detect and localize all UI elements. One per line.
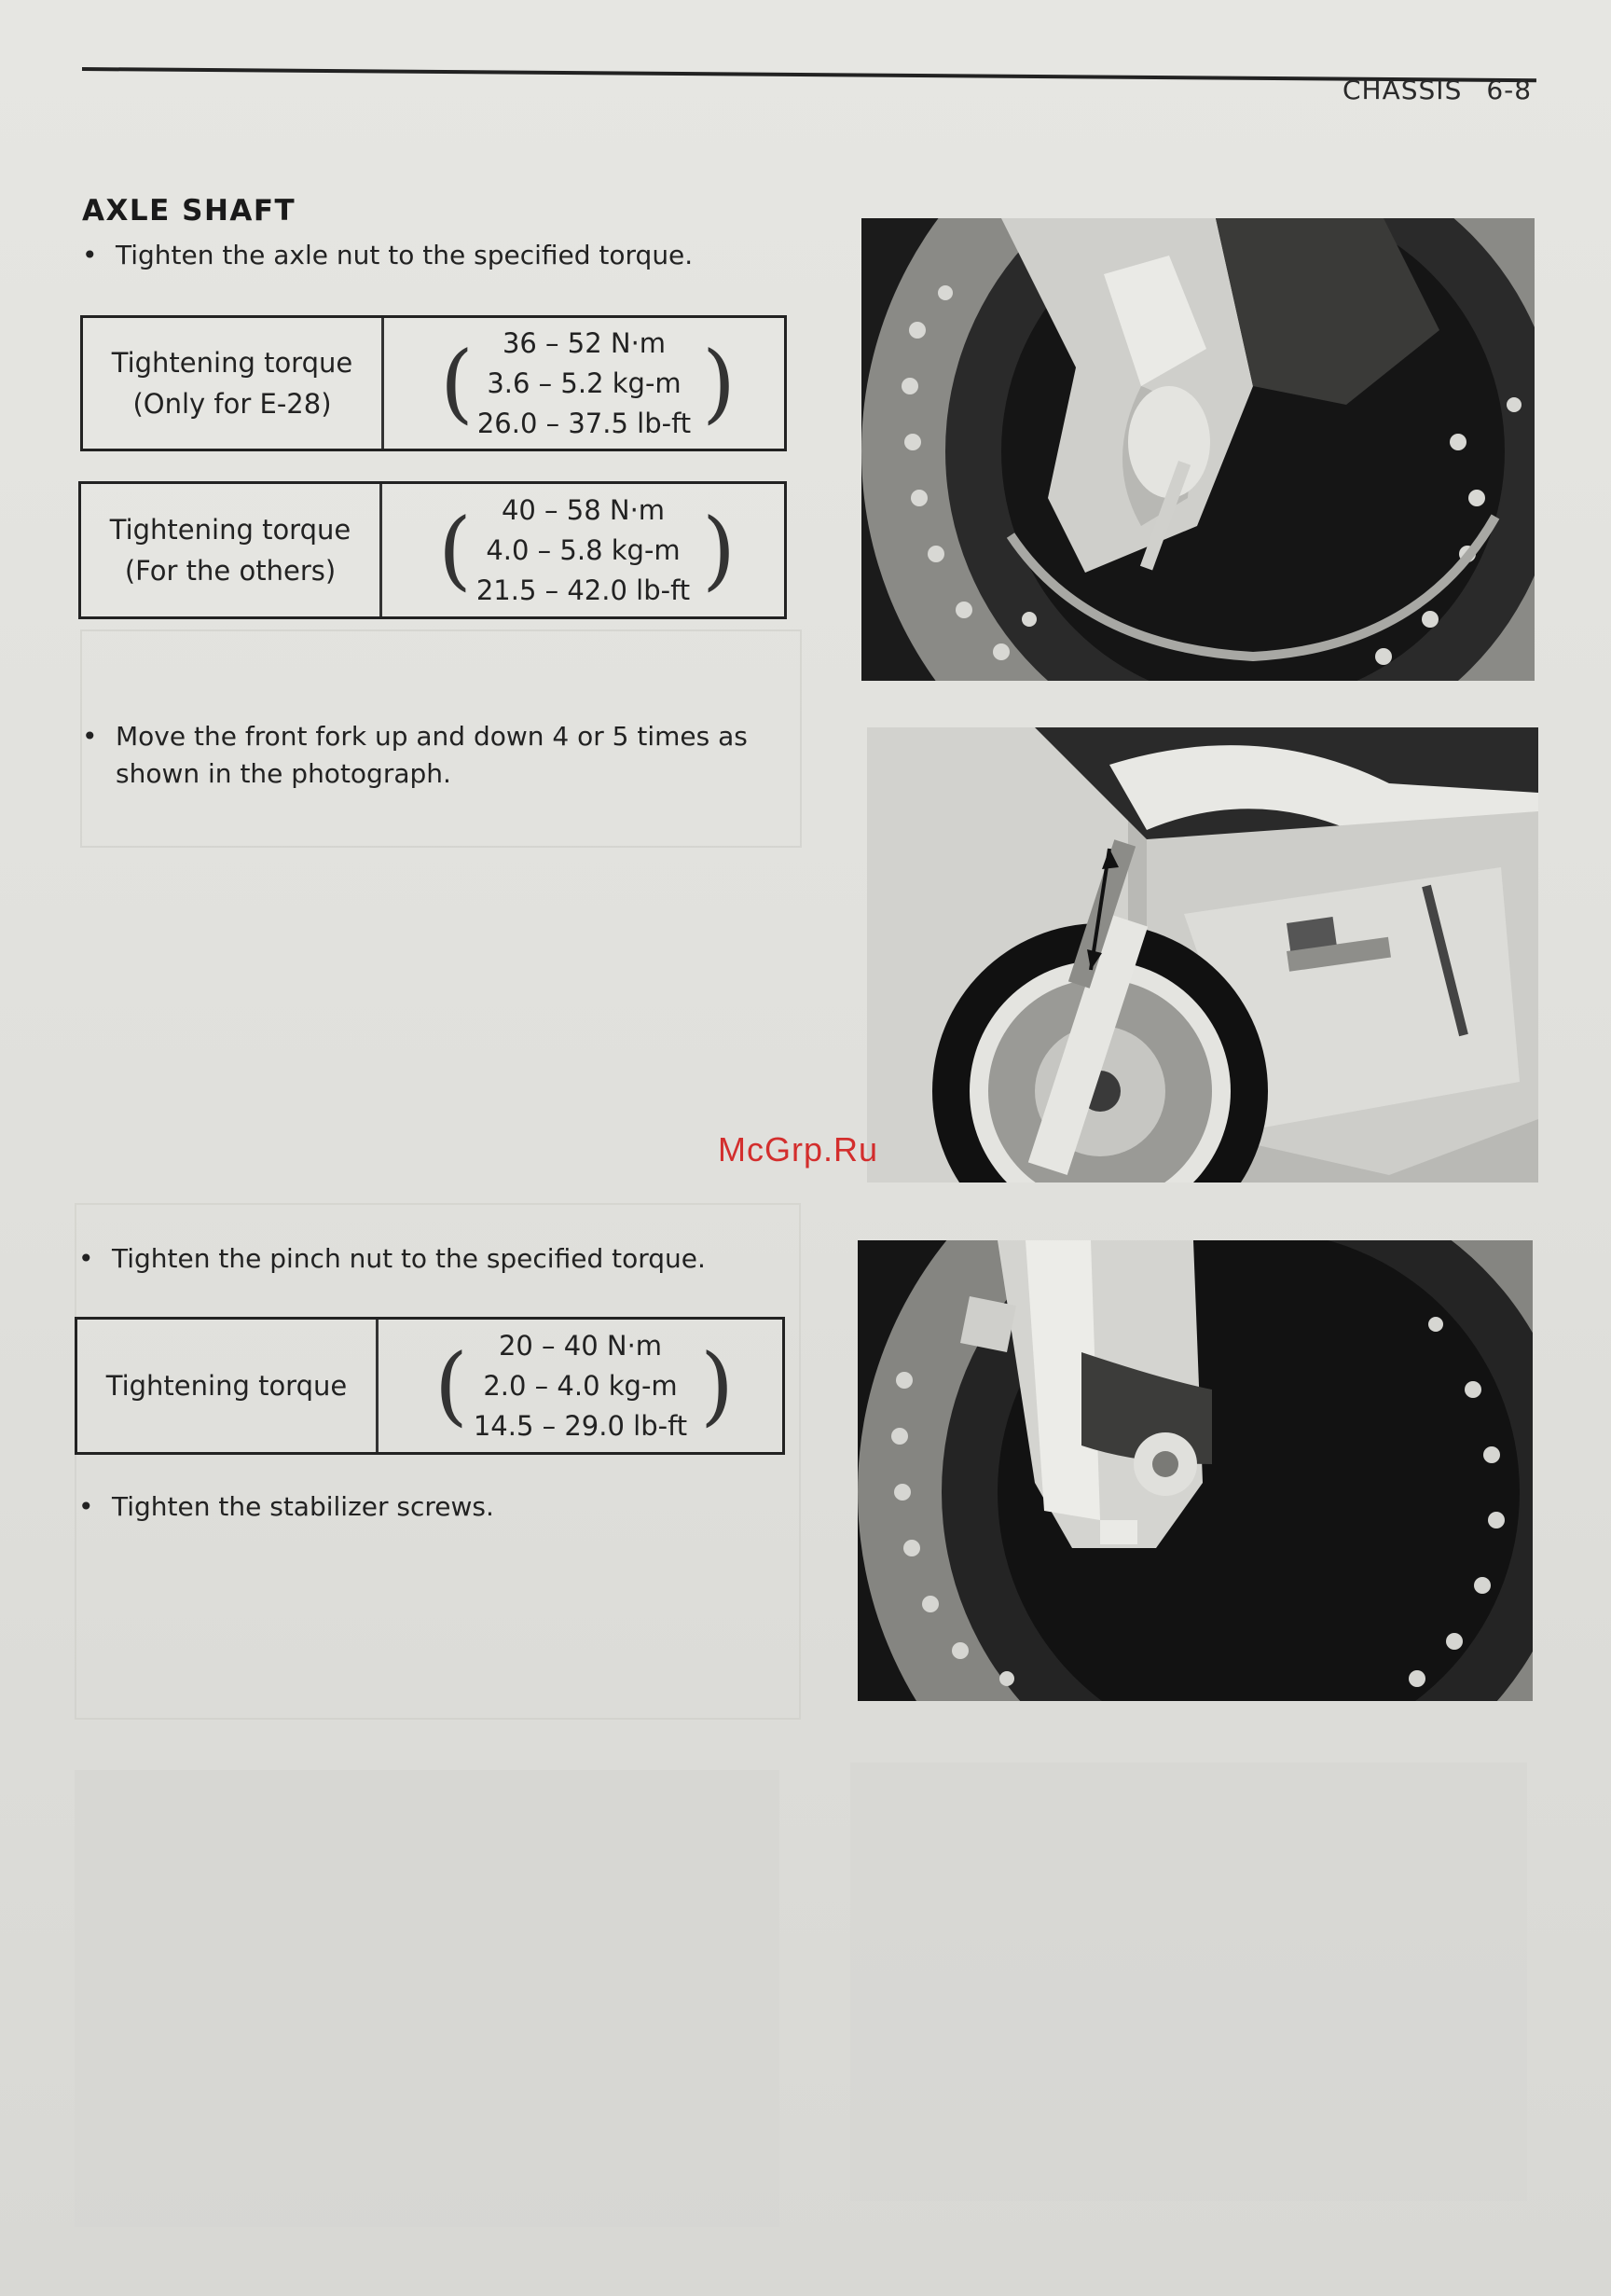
- torque-label-line2: (For the others): [124, 555, 337, 587]
- brake-disc-icon: [858, 1240, 1533, 1701]
- instruction-bullet-2: [82, 718, 748, 793]
- left-paren: (: [440, 333, 474, 433]
- pinch-nut-photo: [858, 1240, 1533, 1701]
- torque-label: [81, 484, 382, 616]
- torque-table-others: [78, 481, 787, 619]
- torque-table-e28: [80, 315, 787, 451]
- bullet-text: Tighten the pinch nut to the specified torque.: [112, 1243, 706, 1274]
- bullet-text-line2: shown in the photograph.: [116, 758, 451, 789]
- right-paren: ): [700, 1335, 734, 1435]
- torque-label: [83, 318, 384, 449]
- torque-value-kgm: 4.0 – 5.8 kg-m: [486, 533, 681, 566]
- watermark: McGrp.Ru: [718, 1130, 879, 1169]
- axle-nut-photo: [861, 218, 1535, 681]
- instruction-bullet-3: [78, 1240, 706, 1278]
- torque-value-lbft: 14.5 – 29.0 lb-ft: [473, 1409, 688, 1442]
- torque-value-nm: 36 – 52 N·m: [502, 326, 667, 359]
- right-paren: ): [702, 333, 736, 433]
- torque-label: [77, 1320, 379, 1452]
- torque-value-lbft: 21.5 – 42.0 lb-ft: [475, 574, 691, 606]
- bullet-text-line1: Move the front fork up and down 4 or 5 times as: [116, 721, 748, 752]
- torque-value-kgm: 2.0 – 4.0 kg-m: [483, 1369, 678, 1402]
- torque-values: [382, 484, 784, 616]
- instruction-bullet-4: [78, 1488, 494, 1526]
- bleed-through-box-2: [75, 1203, 801, 1720]
- torque-label-line1: Tightening torque: [109, 514, 351, 546]
- torque-label-line1: Tightening torque: [111, 347, 353, 379]
- lower-left-panel: [75, 1770, 779, 2227]
- torque-label-line2: (Only for E-28): [132, 388, 332, 420]
- torque-values: [384, 318, 784, 449]
- page-header: [1342, 75, 1532, 105]
- torque-value-lbft: 26.0 – 37.5 lb-ft: [476, 407, 692, 439]
- right-paren: ): [702, 500, 736, 600]
- brake-disc-icon: [861, 218, 1535, 681]
- section-title: AXLE SHAFT: [82, 194, 296, 228]
- bullet-dot: •: [78, 1243, 94, 1274]
- left-paren: (: [434, 1335, 468, 1435]
- torque-values: [379, 1320, 782, 1452]
- fork-motion-photo: [867, 727, 1538, 1183]
- left-paren: (: [438, 500, 472, 600]
- motorcycle-front-icon: [867, 727, 1538, 1183]
- lower-right-panel: [850, 1763, 1527, 2201]
- bullet-dot: •: [78, 1491, 94, 1522]
- bullet-text: Tighten the axle nut to the specified torque.: [116, 240, 694, 270]
- instruction-bullet-1: [82, 237, 693, 274]
- header-page-number: 6-8: [1486, 75, 1533, 105]
- bullet-text: Tighten the stabilizer screws.: [112, 1491, 494, 1522]
- torque-value-nm: 40 – 58 N·m: [501, 493, 666, 526]
- bullet-dot: •: [82, 721, 98, 752]
- torque-value-kgm: 3.6 – 5.2 kg-m: [487, 367, 682, 399]
- torque-value-nm: 20 – 40 N·m: [498, 1329, 663, 1362]
- torque-label-line1: Tightening torque: [105, 1370, 348, 1402]
- torque-table-pinch: [75, 1317, 785, 1455]
- bullet-dot: •: [82, 240, 98, 270]
- header-section: CHASSIS: [1342, 75, 1463, 105]
